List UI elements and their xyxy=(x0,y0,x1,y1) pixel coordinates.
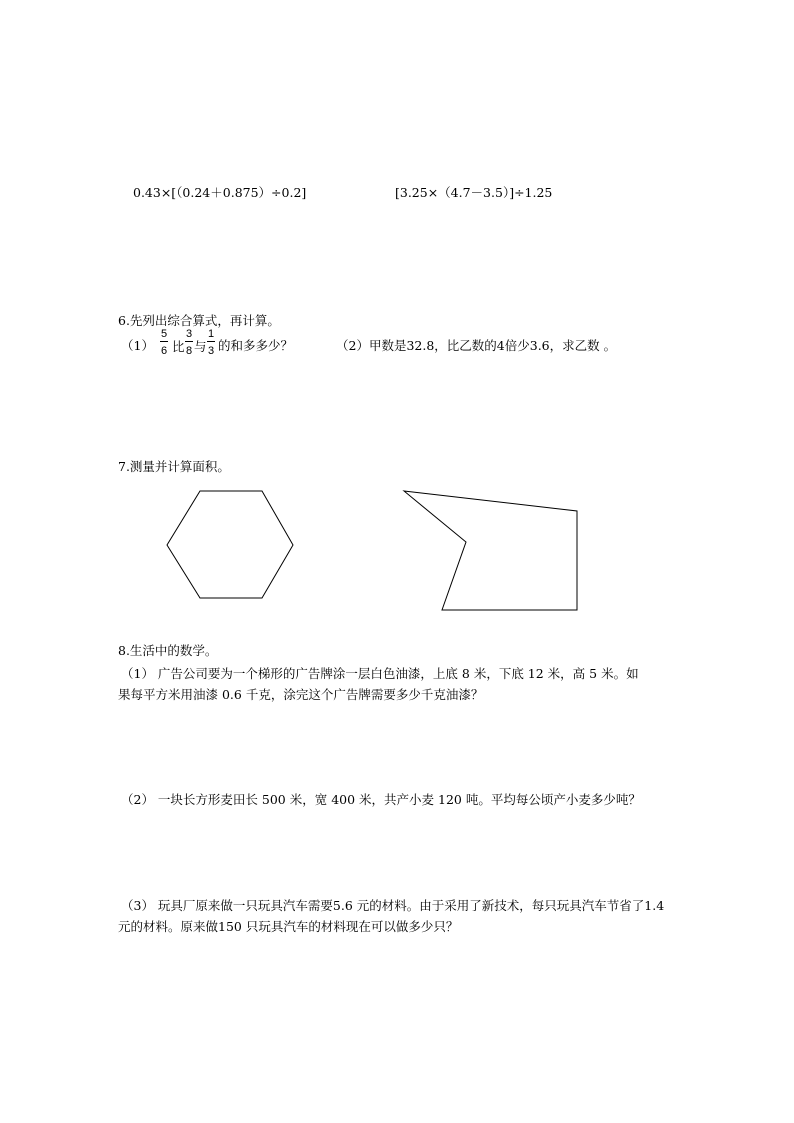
word-bi: 比 xyxy=(172,339,185,354)
q6-part1-label: （1） xyxy=(121,338,154,353)
expression-1: 0.43×[（0.24＋0.875）÷0.2] xyxy=(133,185,307,200)
pentagon-shape xyxy=(404,491,577,610)
q8-part2: （2） 一块长方形麦田长 500 米，宽 400 米，共产小麦 120 吨。平均每公顷产小麦多少吨？ xyxy=(121,792,641,807)
fraction-denominator: 8 xyxy=(185,345,193,357)
q8-title: 8.生活中的数学。 xyxy=(118,643,218,658)
fraction-numerator: 1 xyxy=(207,328,215,340)
q6-part1-tail: 的和多多少？ xyxy=(218,338,294,353)
word-yu: 与 xyxy=(194,339,207,354)
fraction-numerator: 3 xyxy=(185,328,193,340)
fraction-denominator: 6 xyxy=(160,345,168,357)
q8-part1-line2: 果每平方米用油漆 0.6 千克，涂完这个广告牌需要多少千克油漆？ xyxy=(118,687,484,702)
q7-title: 7.测量并计算面积。 xyxy=(118,459,230,474)
hexagon-shape xyxy=(167,491,293,598)
q6-part2: （2）甲数是32.8，比乙数的4倍少3.6，求乙数 。 xyxy=(336,338,617,353)
q6-title: 6.先列出综合算式，再计算。 xyxy=(118,313,280,328)
q8-part3-line1: （3） 玩具厂原来做一只玩具汽车需要5.6 元的材料。由于采用了新技术，每只玩具汽车节省了1.4 xyxy=(121,898,665,913)
fraction-denominator: 3 xyxy=(207,345,215,357)
q8-part1-line1: （1） 广告公司要为一个梯形的广告牌涂一层白色油漆，上底 8 米，下底 12 米，高 5 米。如 xyxy=(121,666,639,681)
expression-2: [3.25×（4.7－3.5）]÷1.25 xyxy=(395,185,553,200)
q8-part3-line2: 元的材料。原来做150 只玩具汽车的材料现在可以做多少只？ xyxy=(118,919,459,934)
fraction-numerator: 5 xyxy=(160,328,168,340)
